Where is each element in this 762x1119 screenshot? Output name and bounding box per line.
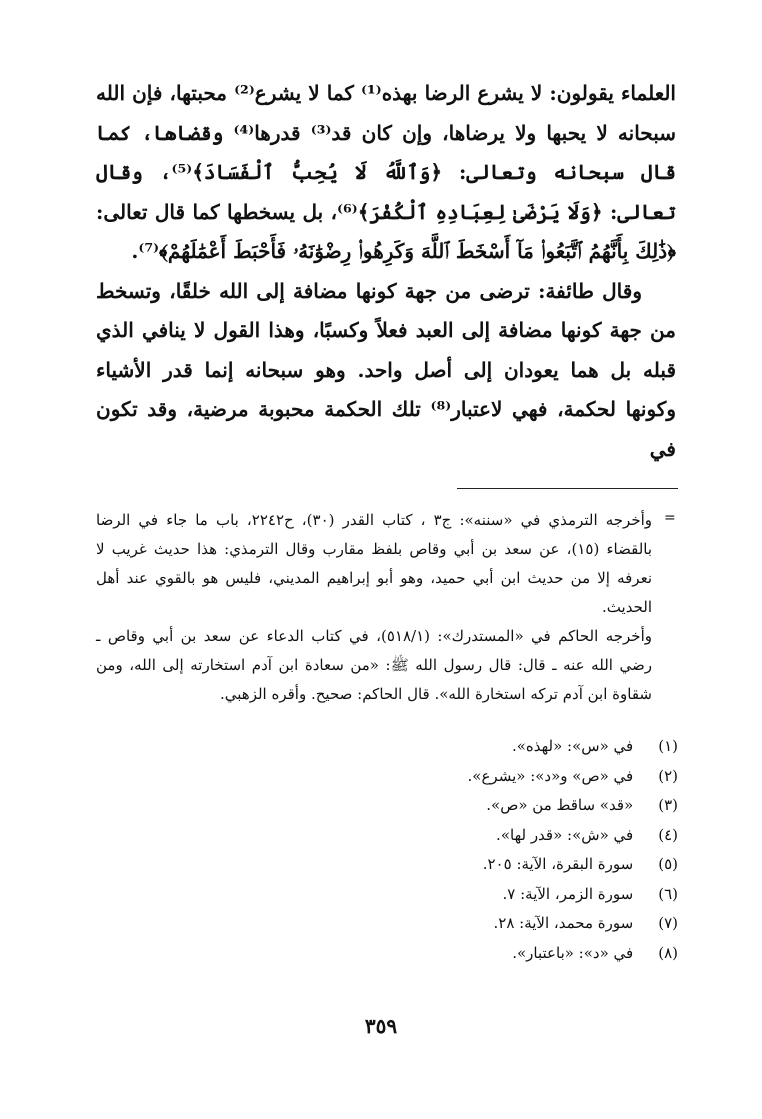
footnote-number: (٦) — [658, 884, 678, 903]
footnote-list — [300, 732, 678, 968]
footnote-item — [300, 732, 678, 762]
footnote-number: (٣) — [658, 796, 678, 814]
footnote-continuation-mark: = — [664, 510, 676, 526]
footnotes — [96, 506, 652, 709]
footnote-text: في «ش»: «قدر لها». — [496, 825, 634, 844]
body-paragraph: العلماء يقولون: لا يشرع الرضا بهذه⁽¹⁾ كما لا يشرع⁽²⁾ محبتها، فإن الله سبحانه لا يحبها ولا يرضاها، وإن كان قد⁽³⁾ قدرها⁽⁴⁾ وقضاها، كما قال سبحانه وتعالى: ﴿وَٱللَّهُ لَا يُحِبُّ ٱلْفَسَادَ﴾⁽⁵⁾، وقال تعالى: ﴿وَلَا يَرْضَىٰ لِعِبَادِهِ ٱلْكُفْرَ﴾⁽⁶⁾، بل يسخطها كما قال تعالى: ﴿ذَٰلِكَ بِأَنَّهُمُ ٱتَّبَعُوا۟ مَآ أَسْخَطَ ٱللَّهَ وَكَرِهُوا۟ رِضْوَٰنَهُۥ فَأَحْبَطَ أَعْمَٰلَهُمْ﴾⁽⁷⁾. — [96, 81, 677, 263]
footnote-item — [300, 850, 678, 880]
footnote-item — [300, 939, 678, 969]
footnote-item — [300, 909, 678, 939]
footnote-item — [300, 821, 678, 851]
footnote-text: في «د»: «باعتبار». — [512, 943, 634, 962]
footnote-number: (٢) — [658, 766, 678, 785]
footnote-text: في «س»: «لهذه». — [511, 737, 634, 755]
footnote-item — [300, 791, 678, 821]
footnote-number: (٨) — [658, 943, 678, 962]
page-number: ٣٥٩ — [364, 1014, 398, 1038]
footnote-item — [300, 880, 678, 910]
footnote-text: سورة محمد، الآية: ٢٨. — [493, 914, 634, 932]
footnote-text: سورة الزمر، الآية: ٧. — [502, 884, 634, 903]
footnote-paragraph: وأخرجه الحاكم في «المستدرك»: (٥١٨/١)، في كتاب الدعاء عن سعد بن أبي وقاص ـ رضي الله عنه ـ قال: قال رسول الله ﷺ: «من سعادة ابن آدم استخارته إلى الله، ومن شقاوة ابن آدم تركه استخارة الله». قال الحاكم: صحيح. وأقره الزهبي. — [96, 627, 652, 703]
footnote-text: «قد» ساقط من «ص». — [486, 796, 634, 814]
main-text — [96, 74, 676, 469]
footnote-number: (٧) — [658, 914, 678, 932]
footnote-number: (١) — [658, 737, 678, 755]
body-paragraph: وقال طائفة: ترضى من جهة كونها مضافة إلى الله خلقًا، وتسخط من جهة كونها مضافة إلى العبد فعلاً وكسبًا، وهذا القول لا ينافي الذي قبله بل هما يعودان إلى أصل واحد. وهو سبحانه إنما قدر الأشياء وكونها لحكمة، فهي لاعتبار⁽⁸⁾ تلك الحكمة محبوبة مرضية، وقد تكون في — [96, 278, 676, 461]
footnote-item — [300, 762, 678, 792]
footnote-paragraph: وأخرجه الترمذي في «سننه»: ج٣ ، كتاب القدر (٣٠)، ح٢٢٤٢، باب ما جاء في الرضا بالقضاء (١٥)، عن سعد بن أبي وقاص بلفظ مقارب وقال الترمذي: هذا حديث غريب لا نعرفه إلا من حديث ابن أبي حميد، وهو أبو إبراهيم المديني، فليس هو بالقوي عند أهل الحديث. — [96, 511, 653, 616]
footnote-number: (٤) — [658, 825, 678, 844]
footnote-text: في «ص» و«د»: «يشرع». — [467, 766, 634, 785]
footnote-separator — [457, 488, 678, 489]
footnote-number: (٥) — [658, 855, 678, 873]
footnote-text: سورة البقرة، الآية: ٢٠٥. — [482, 855, 634, 873]
